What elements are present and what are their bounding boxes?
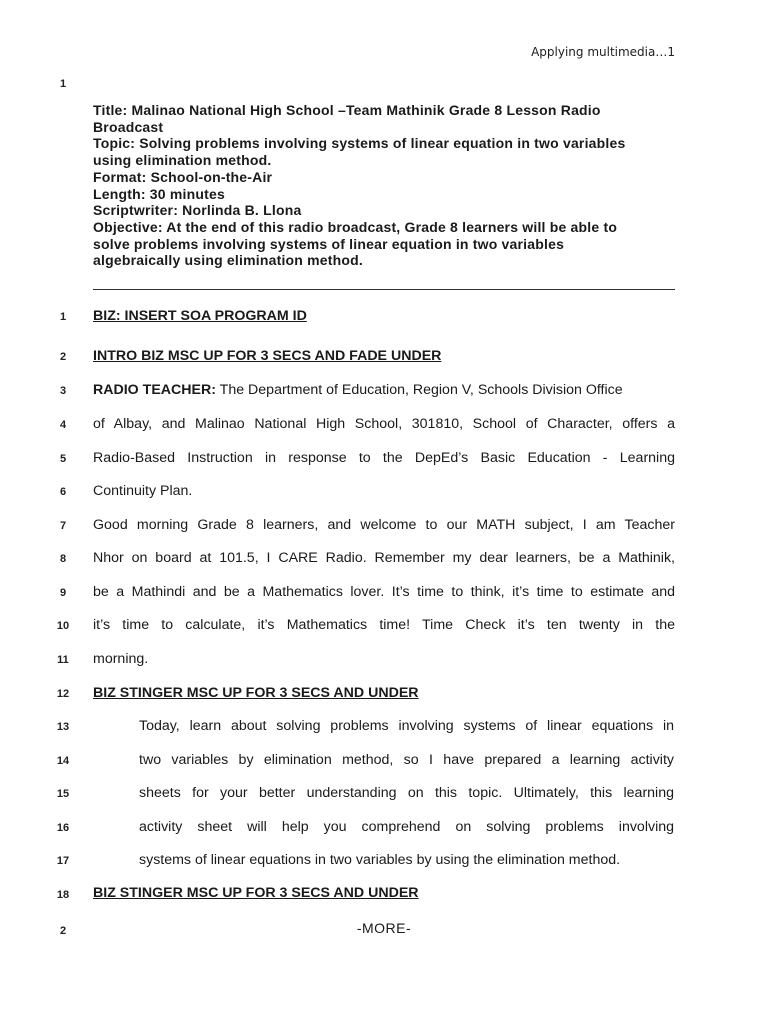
header-scriptwriter: Scriptwriter: Norlinda B. Llona [93, 202, 302, 219]
script-line: Good morning Grade 8 learners, and welcome to our MATH subject, I am Teacher [93, 517, 675, 533]
biz-cue: BIZ STINGER MSC UP FOR 3 SECS AND UNDER [93, 885, 419, 901]
script-line: of Albay, and Malinao National High School, 301810, School of Character, offers a [93, 416, 675, 432]
script-line: Continuity Plan. [93, 483, 193, 499]
script-line: Nhor on board at 101.5, I CARE Radio. Remember my dear learners, be a Mathinik, [93, 550, 675, 566]
line-number: 2 [59, 351, 67, 363]
header-title-cont: Broadcast [93, 118, 164, 135]
header-format: Format: School-on-the-Air [93, 168, 273, 185]
speaker-label: RADIO TEACHER: [93, 382, 216, 398]
line-number: 17 [56, 855, 70, 867]
more-marker: -MORE- [356, 920, 412, 936]
script-text: The Department of Education, Region V, Schools Division Office [215, 382, 623, 398]
script-line: two variables by elimination method, so I have prepared a learning activity [139, 752, 674, 768]
biz-cue: BIZ STINGER MSC UP FOR 3 SECS AND UNDER [93, 685, 419, 701]
script-line [93, 380, 623, 400]
header-length: Length: 30 minutes [93, 185, 225, 202]
running-head: Applying multimedia…1 [531, 45, 675, 59]
script-line: be a Mathindi and be a Mathematics lover. It’s time to think, it’s time to estimate and [93, 584, 675, 600]
header-title: Title: Malinao National High School –Team Mathinik Grade 8 Lesson Radio [93, 102, 601, 118]
line-number: 8 [59, 553, 67, 565]
header-objective-cont2: algebraically using elimination method. [93, 252, 363, 269]
header-objective-cont1: solve problems involving systems of linear equation in two variables [93, 235, 565, 252]
line-number: 10 [56, 620, 70, 632]
script-line: sheets for your better understanding on this topic. Ultimately, this learning [139, 785, 674, 801]
line-number: 13 [56, 721, 70, 733]
script-header [93, 102, 683, 269]
line-number: 18 [56, 889, 70, 901]
script-line: systems of linear equations in two variables by using the elimination method. [139, 852, 621, 868]
line-number: 12 [56, 688, 70, 700]
line-number: 16 [56, 822, 70, 834]
biz-cue: INTRO BIZ MSC UP FOR 3 SECS AND FADE UNDER [93, 348, 442, 364]
line-number: 9 [59, 587, 67, 599]
line-number: 14 [56, 755, 70, 767]
header-divider [93, 289, 675, 290]
footer-line-number: 2 [59, 925, 67, 937]
line-number: 3 [59, 385, 67, 397]
script-line: Today, learn about solving problems involving systems of linear equations in [139, 718, 674, 734]
line-number: 11 [57, 654, 69, 666]
line-number: 4 [59, 419, 67, 431]
script-line: activity sheet will help you comprehend on solving problems involving [139, 819, 674, 835]
header-topic: Topic: Solving problems involving systems of linear equation in two variables [93, 135, 626, 152]
script-line: Radio-Based Instruction in response to the DepEd’s Basic Education - Learning [93, 450, 675, 466]
script-line: it’s time to calculate, it’s Mathematics time! Time Check it’s ten twenty in the [93, 617, 675, 633]
line-number: 1 [59, 311, 67, 323]
line-number: 5 [59, 453, 67, 465]
line-number: 6 [59, 486, 67, 498]
biz-cue: BIZ: INSERT SOA PROGRAM ID [93, 308, 307, 324]
header-topic-cont: using elimination method. [93, 152, 272, 169]
header-line-number: 1 [59, 78, 67, 90]
header-objective: Objective: At the end of this radio broadcast, Grade 8 learners will be able to [93, 218, 618, 235]
line-number: 7 [59, 520, 67, 532]
script-line: morning. [93, 651, 149, 667]
line-number: 15 [56, 788, 70, 800]
